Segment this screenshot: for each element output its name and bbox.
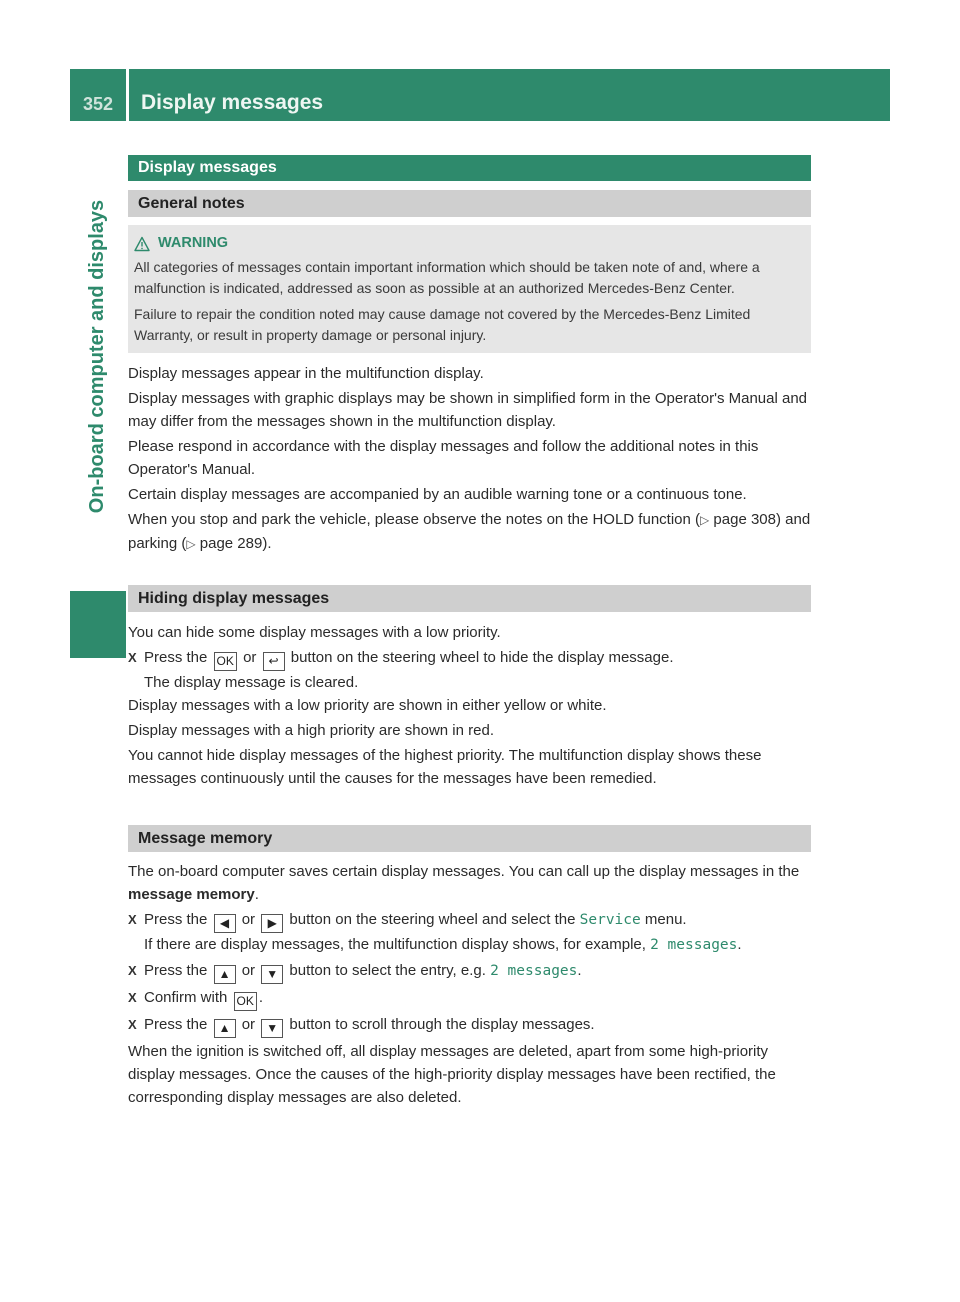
text-segment: or xyxy=(241,961,256,979)
step-item xyxy=(128,986,811,1011)
left-key-icon: ◀ xyxy=(214,914,236,933)
step-item xyxy=(128,959,811,984)
step-arrow-icon: X xyxy=(128,911,137,927)
down-key-icon: ▼ xyxy=(261,965,283,984)
content xyxy=(128,155,811,1111)
page-ref-arrow-icon: ▷ xyxy=(700,512,710,527)
step-result: The display message is cleared. xyxy=(144,673,359,691)
hiding-paragraph-3: Display messages with a high priority are shown in red. xyxy=(128,721,494,739)
page-title: Display messages xyxy=(141,91,324,114)
up-key-icon: ▲ xyxy=(214,965,236,984)
memory-paragraph-1 xyxy=(128,860,811,906)
text-segment: button to select the entry, e.g. xyxy=(289,961,486,979)
step-instruction xyxy=(144,1013,811,1038)
header-separator xyxy=(126,69,129,121)
step-instruction: Press the ▲ or ▼ button to select the entry, e.g. 2 messages. xyxy=(144,959,811,984)
general-paragraph-1: Display messages appear in the multifunction display. xyxy=(128,364,484,382)
step-arrow-icon: X xyxy=(128,649,137,665)
text-segment: Press the xyxy=(144,910,208,928)
warning-box xyxy=(128,225,811,353)
section-heading-general-notes: General notes xyxy=(128,190,811,217)
step-arrow-icon: X xyxy=(128,962,137,978)
text-segment: Press the xyxy=(144,1015,208,1033)
text-segment: ) and parking ( xyxy=(128,510,811,552)
step-body xyxy=(144,646,811,694)
page-number: 352 xyxy=(82,94,114,114)
chapter-heading: Display messages xyxy=(128,155,811,181)
hiding-paragraph-1: You can hide some display messages with a low priority. xyxy=(128,623,501,641)
step-body xyxy=(144,908,811,957)
text-segment: If there are display messages, the multifunction display shows, for example, xyxy=(144,935,646,953)
right-key-icon: ▶ xyxy=(261,914,283,933)
section-heading-hiding: Hiding display messages xyxy=(128,585,811,612)
text-segment: button to scroll through the display messages. xyxy=(289,1015,595,1033)
text-segment: or xyxy=(241,1015,256,1033)
step-arrow-icon: X xyxy=(128,989,137,1005)
step-item xyxy=(128,908,811,957)
warning-triangle-icon xyxy=(134,236,150,252)
memory-paragraph-2: When the ignition is switched off, all display messages are deleted, apart from some high-priority display messages. Once the causes of the high-priority display messages have been rectified, the corresponding display messages are also deleted. xyxy=(128,1042,776,1106)
ok-key-icon: OK xyxy=(234,992,257,1011)
sidebar-chapter-text: On-board computer and displays xyxy=(86,199,109,513)
text-segment: or xyxy=(243,648,257,666)
sidebar-tab-marker xyxy=(70,591,126,658)
general-paragraph-5 xyxy=(128,508,811,556)
text-segment: Press the xyxy=(144,648,208,666)
ok-key-icon: OK xyxy=(214,652,237,671)
text-segment: The on-board computer saves certain display messages. You can call up the display messages in the xyxy=(128,862,800,880)
warning-text-1: All categories of messages contain important information which should be taken note of and, where a malfunction is indicated, addressed as soon as possible at an authorized Mercedes-Benz Center. xyxy=(134,258,760,296)
step-item xyxy=(128,646,811,694)
messages-display-text: 2 messages xyxy=(490,962,578,979)
back-key-icon: ↩ xyxy=(263,652,285,671)
service-menu-name: Service xyxy=(579,911,641,928)
text-segment: Confirm with xyxy=(144,988,228,1006)
text-segment: Press the xyxy=(144,961,208,979)
hiding-paragraph-4: You cannot hide display messages of the highest priority. The multifunction display shows these messages continuously until the causes for the messages have been remedied. xyxy=(128,746,762,787)
general-paragraph-3: Please respond in accordance with the display messages and follow the additional notes in this Operator's Manual. xyxy=(128,437,759,478)
text-segment: . xyxy=(254,885,259,903)
text-segment: button on the steering wheel to hide the display message. xyxy=(290,648,674,666)
step-instruction xyxy=(144,908,811,933)
text-segment: ). xyxy=(262,534,272,552)
step-instruction: Confirm with OK . xyxy=(144,986,811,1011)
hiding-paragraph-2: Display messages with a low priority are shown in either yellow or white. xyxy=(128,696,607,714)
up-key-icon: ▲ xyxy=(214,1019,236,1038)
step-arrow-icon: X xyxy=(128,1016,137,1032)
warning-header xyxy=(134,233,805,255)
section-heading-message-memory: Message memory xyxy=(128,825,811,852)
warning-text-2: Failure to repair the condition noted may cause damage not covered by the Mercedes-Benz Limited Warranty, or result in property damage or personal injury. xyxy=(134,305,751,343)
general-paragraph-2: Display messages with graphic displays may be shown in simplified form in the Operator's Manual and may differ from the messages shown in the multifunction display. xyxy=(128,389,808,430)
warning-label: WARNING xyxy=(158,235,229,251)
page-ref-link[interactable]: page 289 xyxy=(199,534,263,552)
bold-term: message memory xyxy=(128,885,255,903)
step-result: If there are display messages, the multifunction display shows, for example, 2 messages. xyxy=(144,935,742,953)
text-segment: or xyxy=(241,910,256,928)
down-key-icon: ▼ xyxy=(261,1019,283,1038)
messages-display-text: 2 messages xyxy=(650,936,738,953)
text-segment: When you stop and park the vehicle, please observe the notes on the HOLD function ( xyxy=(128,510,701,528)
page-ref-link[interactable]: page 308 xyxy=(713,510,776,528)
sidebar-chapter-label xyxy=(70,121,126,591)
page-ref-arrow-icon: ▷ xyxy=(186,536,196,551)
general-paragraph-4: Certain display messages are accompanied by an audible warning tone or a continuous tone. xyxy=(128,485,747,503)
step-instruction xyxy=(144,646,811,671)
text-segment: button on the steering wheel and select the xyxy=(289,910,576,928)
step-item xyxy=(128,1013,811,1038)
text-segment: menu. xyxy=(644,910,687,928)
